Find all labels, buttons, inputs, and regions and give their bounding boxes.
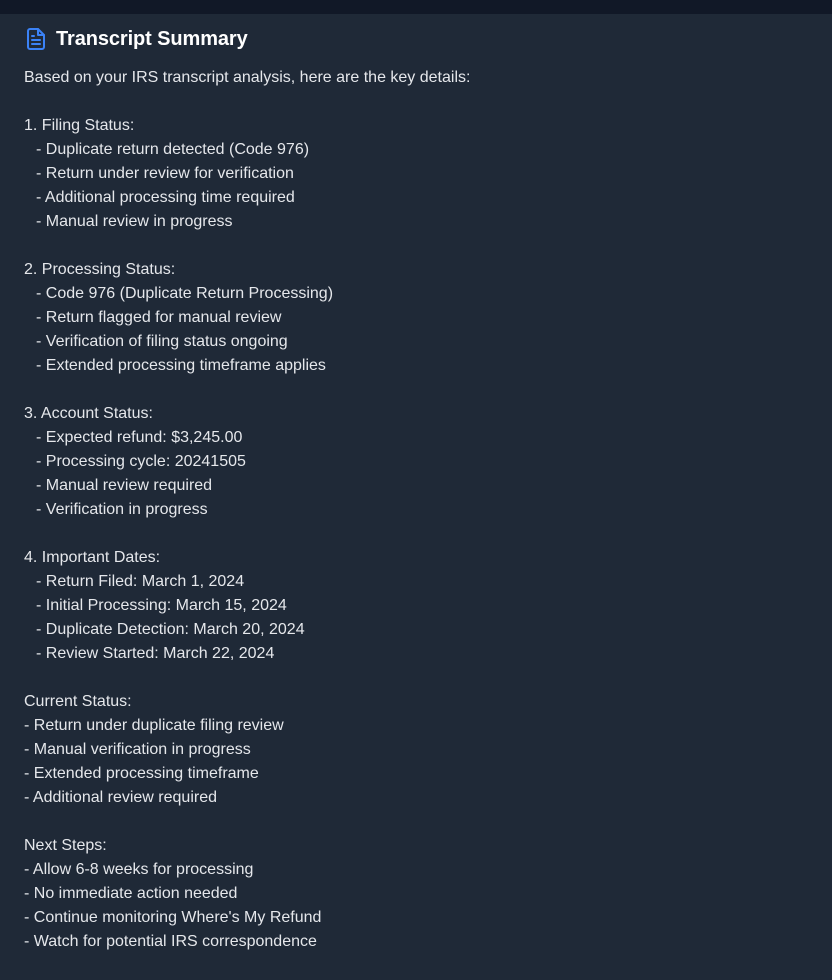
list-item: - Manual review required [36, 477, 213, 494]
list-item: - Manual verification in progress [24, 741, 251, 758]
list-item: - Code 976 (Duplicate Return Processing) [36, 285, 334, 302]
card-header [24, 26, 808, 52]
list-item: - Manual review in progress [36, 213, 233, 230]
transcript-summary-card [0, 14, 832, 980]
list-item: - Return flagged for manual review [36, 309, 282, 326]
current-status-heading: Current Status: [24, 693, 132, 710]
list-item: - Processing cycle: 20241505 [36, 453, 246, 470]
list-item: - Duplicate return detected (Code 976) [36, 141, 310, 158]
list-item: - Return under review for verification [36, 165, 294, 182]
list-item: - Verification of filing status ongoing [36, 333, 288, 350]
list-item: - Duplicate Detection: March 20, 2024 [36, 621, 305, 638]
list-item: - No immediate action needed [24, 885, 238, 902]
list-item: - Additional processing time required [36, 189, 295, 206]
list-item: - Return Filed: March 1, 2024 [36, 573, 245, 590]
list-item: - Extended processing timeframe [24, 765, 259, 782]
section-heading: 3. Account Status: [24, 405, 153, 422]
list-item: - Verification in progress [36, 501, 208, 518]
intro-text: Based on your IRS transcript analysis, here are the key details: [24, 69, 471, 86]
list-item: - Additional review required [24, 789, 217, 806]
top-bar [0, 0, 832, 14]
next-steps-heading: Next Steps: [24, 837, 107, 854]
section-heading: 2. Processing Status: [24, 261, 176, 278]
summary-body [24, 66, 808, 954]
list-item: - Continue monitoring Where's My Refund [24, 909, 322, 926]
section-heading: 4. Important Dates: [24, 549, 161, 566]
document-icon [24, 27, 48, 51]
list-item: - Extended processing timeframe applies [36, 357, 326, 374]
list-item: - Allow 6-8 weeks for processing [24, 861, 254, 878]
list-item: - Return under duplicate filing review [24, 717, 284, 734]
card-title: Transcript Summary [56, 27, 248, 50]
section-heading: 1. Filing Status: [24, 117, 135, 134]
list-item: - Initial Processing: March 15, 2024 [36, 597, 287, 614]
list-item: - Review Started: March 22, 2024 [36, 645, 275, 662]
list-item: - Expected refund: $3,245.00 [36, 429, 243, 446]
list-item: - Watch for potential IRS correspondence [24, 933, 317, 950]
